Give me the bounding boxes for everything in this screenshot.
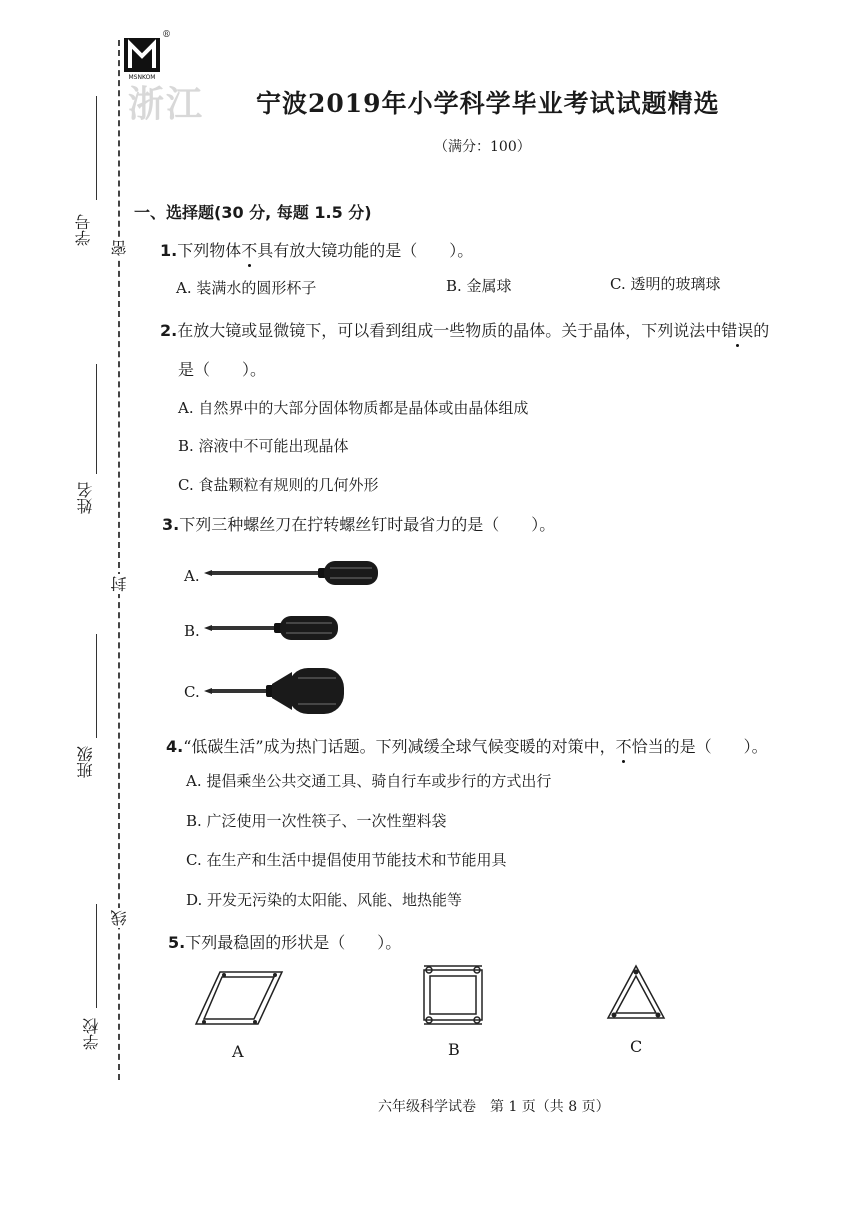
section-heading: 一、选择题(30 分, 每题 1.5 分)	[134, 203, 372, 222]
question-1: 1.下列物体不具有放大镜功能的是（ ）。	[160, 238, 473, 261]
q2-option-b: B. 溶液中不可能出现晶体	[178, 437, 349, 455]
question-2: 2.在放大镜或显微镜下，可以看到组成一些物质的晶体。关于晶体，下列说法中错误的	[160, 318, 769, 341]
question-3: 3.下列三种螺丝刀在拧转螺丝钉时最省力的是（ ）。	[162, 515, 556, 534]
seal-word-feng: 封	[110, 576, 129, 592]
q1-option-c: C. 透明的玻璃球	[610, 275, 721, 293]
screwdriver-b-icon	[202, 613, 342, 643]
full-score: （满分：100）	[434, 139, 531, 155]
name-line	[96, 364, 97, 474]
class-line	[96, 634, 97, 738]
q4-option-a: A. 提倡乘坐公共交通工具、骑自行车或步行的方式出行	[186, 772, 552, 790]
seal-word-xian: 线	[110, 910, 129, 926]
shape-label-b: B	[448, 1040, 460, 1059]
question-number: 5.	[168, 933, 186, 952]
q3-option-b: B.	[184, 622, 200, 640]
question-number: 2.	[160, 321, 178, 340]
question-number: 4.	[166, 737, 184, 756]
q2-option-c: C. 食盐颗粒有规则的几何外形	[178, 476, 379, 494]
q3-option-c: C.	[184, 683, 200, 701]
name-label: 姓名	[76, 482, 95, 514]
student-id-line	[96, 96, 97, 200]
student-id-label: 学号	[74, 214, 93, 246]
shape-label-c: C	[630, 1037, 643, 1056]
question-2-line2: 是（ ）。	[178, 360, 267, 379]
seal-word-mi: 密	[110, 240, 129, 256]
q3-option-a: A.	[184, 567, 200, 585]
school-label: 学校	[82, 1018, 101, 1050]
page-footer: 六年级科学试卷 第 1 页（共 8 页）	[378, 1099, 610, 1115]
q1-option-b: B. 金属球	[446, 277, 512, 295]
logo-text: MSNKOM	[128, 74, 156, 81]
q1-option-a: A. 装满水的圆形杯子	[176, 279, 317, 297]
square-shape-icon	[420, 962, 486, 1028]
page-title: 宁波2019年小学科学毕业考试试题精选	[256, 89, 720, 118]
publisher-logo	[124, 38, 160, 72]
shape-label-a: A	[232, 1042, 244, 1061]
parallelogram-shape-icon	[192, 966, 286, 1030]
q4-option-c: C. 在生产和生活中提倡使用节能技术和节能用具	[186, 851, 507, 869]
question-5: 5.下列最稳固的形状是（ ）。	[168, 933, 402, 952]
school-line	[96, 904, 97, 1008]
screwdriver-c-icon	[202, 664, 348, 714]
q4-option-d: D. 开发无污染的太阳能、风能、地热能等	[186, 891, 463, 909]
emphasis-text: 不	[241, 238, 257, 261]
emphasis-text: 错误	[721, 318, 753, 341]
screwdriver-a-icon	[202, 558, 382, 588]
question-4: 4.“低碳生活”成为热门话题。下列减缓全球气候变暖的对策中，不恰当的是（ ）。	[166, 734, 768, 757]
q4-option-b: B. 广泛使用一次性筷子、一次性塑料袋	[186, 812, 447, 830]
emphasis-text: 不	[616, 734, 632, 757]
question-number: 3.	[162, 515, 180, 534]
triangle-shape-icon	[604, 962, 668, 1024]
registered-mark: ®	[162, 30, 171, 40]
class-label: 班级	[76, 746, 95, 778]
region-watermark: 浙江	[128, 84, 205, 125]
question-number: 1.	[160, 241, 178, 260]
q2-option-a: A. 自然界中的大部分固体物质都是晶体或由晶体组成	[178, 399, 529, 417]
